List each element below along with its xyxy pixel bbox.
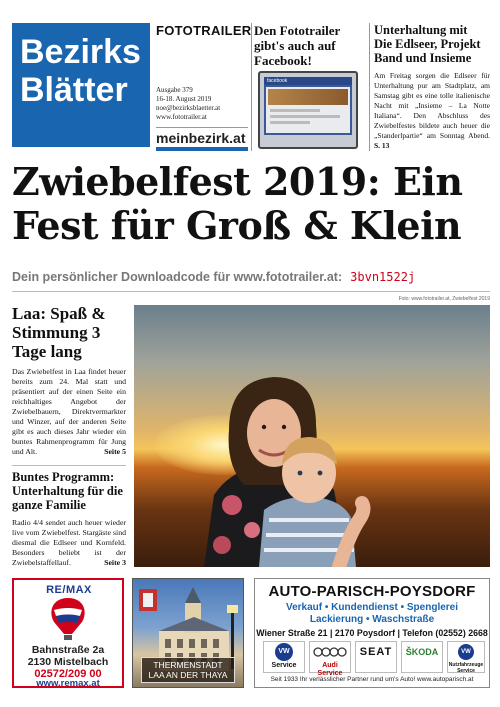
seat-badge <box>355 641 397 673</box>
issue-info <box>156 23 252 151</box>
auto-services-1: Verkauf • Kundendienst • Spenglerei <box>285 602 459 613</box>
left-body-2-text: Radio 4/4 sendet auch heuer wieder live vom Zwiebelfest. Stargäste sind diesmal die Edlseer und Kornfeld. Besonders beliebt ist der Zwiebelstaffellauf. <box>12 518 126 567</box>
left-title: Laa: Spaß & Stimmung 3 Tage lang <box>12 304 106 361</box>
promo-line-1: Den Fototrailer <box>254 23 341 38</box>
section-title: FOTOTRAILER <box>156 23 252 38</box>
laa-line-1: THERMENSTADT <box>153 660 223 670</box>
audi-service-badge <box>309 641 351 677</box>
download-text: Dein persönlicher Downloadcode für www.fototrailer.at: <box>12 270 343 284</box>
auto-footer[interactable]: Seit 1933 Ihr verlässlicher Partner rund um's Auto! www.autoparisch.at <box>270 676 474 683</box>
text-line <box>270 121 310 124</box>
side-title-1: Unterhaltung mit <box>374 23 468 37</box>
promo-line-2: gibt's auch auf <box>254 38 336 53</box>
left-body-2 <box>12 518 126 568</box>
headline-line-1: Zwiebelfest 2019: Ein <box>12 159 463 204</box>
issue-email[interactable]: noe@bezirksblaetter.at <box>156 104 221 112</box>
side-ref[interactable]: S. 13 <box>374 141 390 150</box>
audi-rings-icon <box>310 642 350 662</box>
download-code-row <box>12 270 490 292</box>
side-article <box>374 23 490 151</box>
mother-eye <box>262 425 266 429</box>
left-ref-2[interactable]: Seite 3 <box>104 558 126 567</box>
laa-caption <box>141 657 235 683</box>
dress-flower <box>244 522 260 538</box>
remax-street: Bahnstraße 2a <box>31 644 105 656</box>
remax-web[interactable]: www.remax.at <box>36 678 100 689</box>
side-title-2: Die Edlseer, Projekt Band und Insieme <box>374 37 481 65</box>
left-body-text: Das Zwiebelfest in Laa findet heuer bereits zum 24. Mal statt und präsentiert auf der einen Seite ein reichhaltiges Angebot der Zwiebelbauern, Direktvermarkter und Winzer, auf der anderen Seite gibt es auch dieses Jahr wieder ein buntes Rahmenprogramm für Jung und Alt. <box>12 367 126 456</box>
facebook-bar: facebook <box>264 77 352 85</box>
laptop-image <box>258 71 358 149</box>
issue-details <box>156 86 248 122</box>
vw-service-badge <box>263 641 305 673</box>
auto-services-2: Lackierung • Waschstraße <box>309 614 435 625</box>
left-ref[interactable]: Seite 5 <box>104 447 126 456</box>
photo-credit: Foto: www.fototrailer.at, Zwiebelfest 2019 <box>398 296 490 302</box>
issue-date: 16-18. August 2019 <box>156 95 212 103</box>
dress-flower <box>222 495 242 515</box>
bezirksblaetter-logo <box>12 23 150 147</box>
audi-service-label: Audi Service <box>317 662 343 677</box>
laa-thermenstadt-ad[interactable] <box>132 578 244 688</box>
auto-address: Wiener Straße 21 | 2170 Poysdorf | Telefon (02552) 2668 <box>256 628 488 638</box>
issue-web[interactable]: www.fototrailer.at <box>156 113 207 121</box>
vw-nf-mark: VW <box>458 644 474 660</box>
remax-address <box>14 644 122 668</box>
vw-nf-logo-icon <box>448 642 484 662</box>
remax-phone[interactable]: 02572/209 00 <box>34 668 102 680</box>
auto-parisch-ad[interactable] <box>254 578 490 688</box>
facebook-screen <box>264 77 352 135</box>
facebook-promo[interactable] <box>254 23 366 151</box>
remax-logo: RE/MAX <box>46 584 92 596</box>
divider <box>369 23 370 151</box>
left-article <box>12 304 126 568</box>
divider <box>251 23 252 151</box>
child-eye <box>318 471 323 476</box>
edition: Ausgabe 379 <box>156 86 193 94</box>
cover-image <box>268 89 348 105</box>
vw-nutzfahrzeuge-badge <box>447 641 485 673</box>
logo-line-2: Blätter <box>20 71 128 109</box>
download-code[interactable]: 3bvn1522j <box>350 270 416 284</box>
side-body <box>374 71 490 151</box>
skoda-logo-icon: ŠKODA <box>405 647 439 657</box>
left-subtitle: Unterhaltung für die ganze Familie <box>12 484 123 512</box>
cover-photo <box>134 305 490 567</box>
text-line <box>270 109 320 112</box>
left-kicker: Buntes Programm: <box>12 465 126 484</box>
mother-and-child-illustration <box>134 305 490 567</box>
main-headline <box>12 160 490 248</box>
text-line <box>270 115 340 118</box>
side-body-text: Am Freitag sorgen die Edlseer für Unterhaltung pur am Stadtplatz, am Samstag gibt es eine tolle italienische Nacht mit „Insieme – La Notte Italiana“. Den Abschluss des Zwiebelfestes bildete auch heuer die „Standerlpartie“ am Sonntag Abend. <box>374 71 490 140</box>
logo-line-1: Bezirks <box>20 33 141 71</box>
mother-eye <box>282 425 286 429</box>
remax-balloon-icon <box>44 596 92 642</box>
facebook-page <box>266 87 350 133</box>
vw-service-label: Service <box>271 662 297 669</box>
remax-city: 2130 Mistelbach <box>27 656 109 668</box>
left-body <box>12 367 126 457</box>
vw-mark: VW <box>275 643 293 661</box>
vw-nf-label: Nutzfahrzeuge Service <box>448 662 484 674</box>
auto-title: AUTO-PARISCH-POYSDORF <box>268 583 476 600</box>
headline-line-2: Fest für Groß & Klein <box>12 203 462 248</box>
skoda-badge <box>401 641 443 673</box>
laa-line-2: LAA AN DER THAYA <box>148 670 228 680</box>
meinbezirk-brand[interactable]: meinbezirk.at <box>156 127 248 151</box>
promo-line-3: Facebook! <box>254 53 312 68</box>
remax-ad[interactable] <box>12 578 124 688</box>
dress-flower <box>213 536 231 554</box>
vw-logo-icon <box>264 642 304 662</box>
seat-logo-icon: SEAT <box>359 646 393 658</box>
child-eye <box>298 471 303 476</box>
